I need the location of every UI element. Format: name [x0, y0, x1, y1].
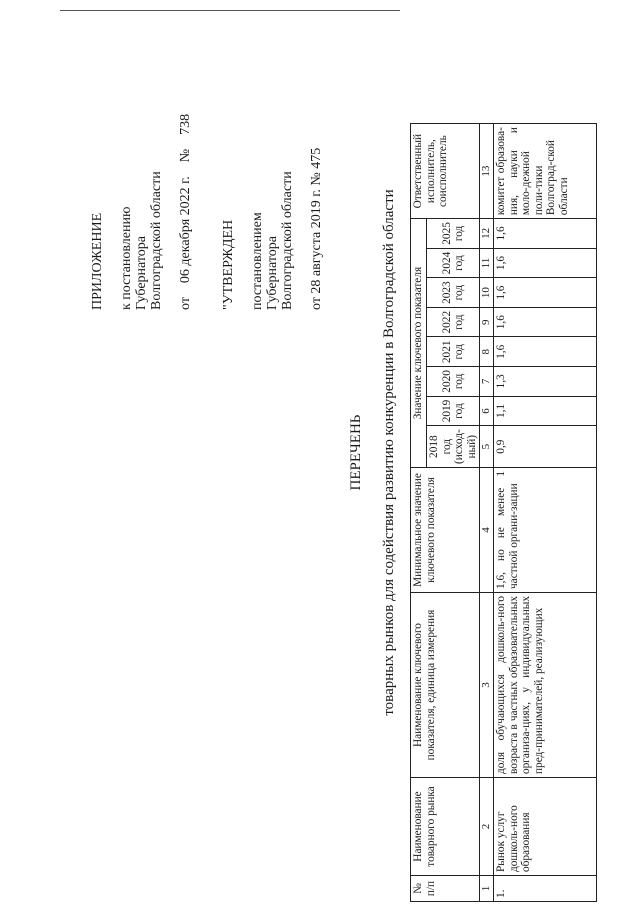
list-subtitle: товарных рынков для содействия развитию конкуренции в Волгоградской области: [381, 189, 397, 716]
row-value-2022: 1,6: [494, 307, 597, 337]
header-year-2022: 2022 год: [427, 307, 480, 337]
col-number: 1: [480, 876, 494, 902]
col-number: 2: [480, 778, 494, 876]
row-num: 1.: [494, 876, 597, 902]
header-year-2023: 2023 год: [427, 278, 480, 308]
header-value-group: Значение ключевого показателя: [411, 219, 427, 468]
row-value-2025: 1,6: [494, 219, 597, 249]
header-year-2024: 2024 год: [427, 248, 480, 278]
header-year-2021: 2021 год: [427, 337, 480, 367]
approved-line-1: постановлением: [250, 212, 265, 310]
row-min-value: 1,6, но не менее 1 частной органи-зации: [494, 468, 597, 593]
row-value-2020: 1,3: [494, 367, 597, 397]
header-market: Наименование товарного рынка: [411, 778, 480, 876]
header-year-2025: 2025 год: [427, 219, 480, 249]
header-year-2018: 2018 год (исход-ный): [427, 426, 480, 468]
approved-title: "УТВЕРЖДЕН: [221, 219, 236, 310]
header-num: № п/п: [411, 876, 480, 902]
row-value-2021: 1,6: [494, 337, 597, 367]
col-number: 4: [480, 468, 494, 593]
row-value-2018: 0,9: [494, 426, 597, 468]
appendix-block: [90, 114, 324, 310]
row-market: Рынок услуг дошколь-ного образования: [494, 778, 597, 876]
appendix-line-2: Губернатора: [134, 235, 149, 310]
approved-line-2: Губернатора: [265, 235, 280, 310]
table-row: [494, 124, 597, 902]
approved-date-line: от 28 августа 2019 г. № 475: [309, 147, 324, 310]
header-indicator: Наименование ключевого показателя, единица измерения: [411, 593, 480, 778]
col-number: 10: [480, 278, 494, 308]
col-number: 11: [480, 248, 494, 278]
column-number-row: [480, 124, 494, 902]
decree-number: 738: [178, 113, 193, 135]
date-prefix: от: [178, 297, 193, 310]
col-number: 9: [480, 307, 494, 337]
header-year-2020: 2020 год: [427, 367, 480, 397]
number-sign: №: [178, 148, 193, 163]
col-number: 8: [480, 337, 494, 367]
header-year-2019: 2019 год: [427, 396, 480, 426]
header-responsible: Ответственный исполнитель, соисполнитель: [411, 124, 480, 219]
markets-table: [410, 123, 597, 902]
list-title: ПЕРЕЧЕНЬ: [348, 414, 364, 491]
row-value-2023: 1,6: [494, 278, 597, 308]
approved-line-3: Волгоградской области: [280, 171, 295, 310]
col-number: 6: [480, 396, 494, 426]
header-min-value: Минимальное значение ключевого показателя: [411, 468, 480, 593]
decree-date: 06 декабря 2022 г.: [178, 176, 193, 284]
row-indicator: доля обучающихся дошколь-ного возраста в частных образовательных организа-циях, у индивидуальных пред-принимателей, реализующих: [494, 593, 597, 778]
col-number: 13: [480, 124, 494, 219]
appendix-line-3: Волгоградской области: [149, 171, 164, 310]
col-number: 12: [480, 219, 494, 249]
row-value-2019: 1,1: [494, 396, 597, 426]
appendix-line-1: к постановлению: [119, 206, 134, 310]
appendix-title: ПРИЛОЖЕНИЕ: [90, 212, 105, 310]
col-number: 3: [480, 593, 494, 778]
col-number: 5: [480, 426, 494, 468]
row-value-2024: 1,6: [494, 248, 597, 278]
col-number: 7: [480, 367, 494, 397]
row-responsible: комитет образова-ния, науки и моло-дежной поли-тики Волгоград-ской области: [494, 124, 597, 219]
appendix-date-line: [178, 114, 193, 310]
